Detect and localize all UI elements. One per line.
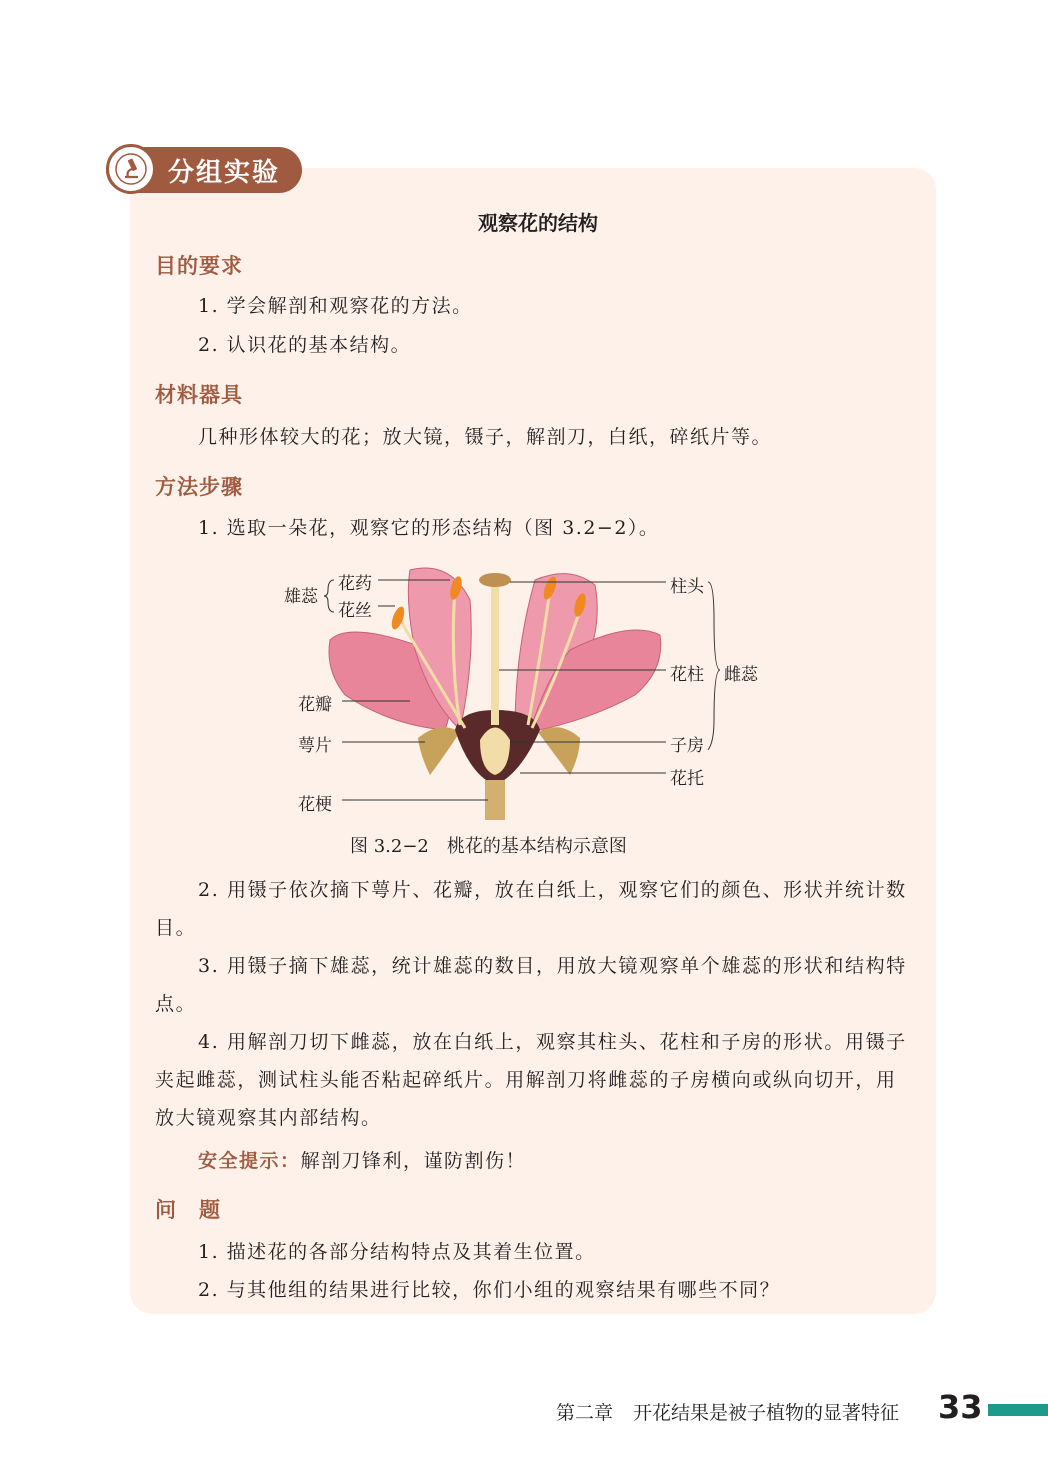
footer-chapter-number: 第二章 (556, 1402, 614, 1424)
microscope-icon (106, 144, 156, 194)
peach-flower-diagram (270, 560, 790, 820)
page-title: 观察花的结构 (478, 211, 598, 235)
label-petal: 花瓣 (298, 695, 332, 715)
label-pedicel: 花梗 (298, 795, 332, 815)
figure-caption-text: 桃花的基本结构示意图 (446, 836, 627, 857)
label-anther: 花药 (338, 574, 372, 594)
questions-heading: 问 题 (155, 1198, 221, 1222)
label-ovary: 子房 (670, 736, 704, 756)
label-stigma: 柱头 (670, 577, 704, 597)
question-item-1: 1. 描述花的各部分结构特点及其着生位置。 (198, 1241, 596, 1263)
method-step-4: 4. 用解剖刀切下雌蕊，放在白纸上，观察其柱头、花柱和子房的形状。用镊子夹起雌蕊，测试柱头能否粘起碎纸片。用解剖刀将雌蕊的子房横向或纵向切开，用放大镜观察其内部结构。 (155, 1031, 907, 1129)
figure-caption-number: 图 3.2−2 (350, 836, 429, 857)
page-number: 33 (938, 1388, 983, 1426)
method-step-2: 2. 用镊子依次摘下萼片、花瓣，放在白纸上，观察它们的颜色、形状并统计数目。 (155, 879, 907, 939)
safety-tip-text: 解剖刀锋利，谨防割伤！ (300, 1150, 527, 1172)
purpose-item-1: 1. 学会解剖和观察花的方法。 (198, 295, 473, 317)
materials-text: 几种形体较大的花；放大镜，镊子，解剖刀，白纸，碎纸片等。 (198, 426, 773, 448)
label-style: 花柱 (670, 665, 704, 685)
method-heading: 方法步骤 (155, 475, 243, 499)
safety-tip-label: 安全提示： (198, 1150, 301, 1172)
materials-heading: 材料器具 (155, 383, 243, 407)
section-tag-label: 分组实验 (168, 158, 281, 188)
label-receptacle: 花托 (670, 769, 704, 789)
footer-accent-bar (988, 1404, 1048, 1416)
label-filament: 花丝 (338, 601, 372, 621)
question-item-2: 2. 与其他组的结果进行比较，你们小组的观察结果有哪些不同？ (198, 1279, 781, 1301)
purpose-heading: 目的要求 (155, 254, 243, 278)
footer-chapter-title: 开花结果是被子植物的显著特征 (633, 1402, 900, 1424)
label-sepal: 萼片 (298, 736, 332, 756)
label-stamen: 雄蕊 (284, 587, 318, 607)
figure-caption (350, 832, 627, 858)
method-step-3: 3. 用镊子摘下雄蕊，统计雄蕊的数目，用放大镜观察单个雄蕊的形状和结构特点。 (155, 955, 907, 1015)
label-pistil: 雌蕊 (724, 665, 758, 685)
footer-chapter (556, 1398, 899, 1425)
method-step-1: 1. 选取一朵花，观察它的形态结构（图 3.2−2）。 (198, 517, 660, 539)
purpose-item-2: 2. 认识花的基本结构。 (198, 334, 412, 356)
safety-tip (198, 1146, 526, 1173)
